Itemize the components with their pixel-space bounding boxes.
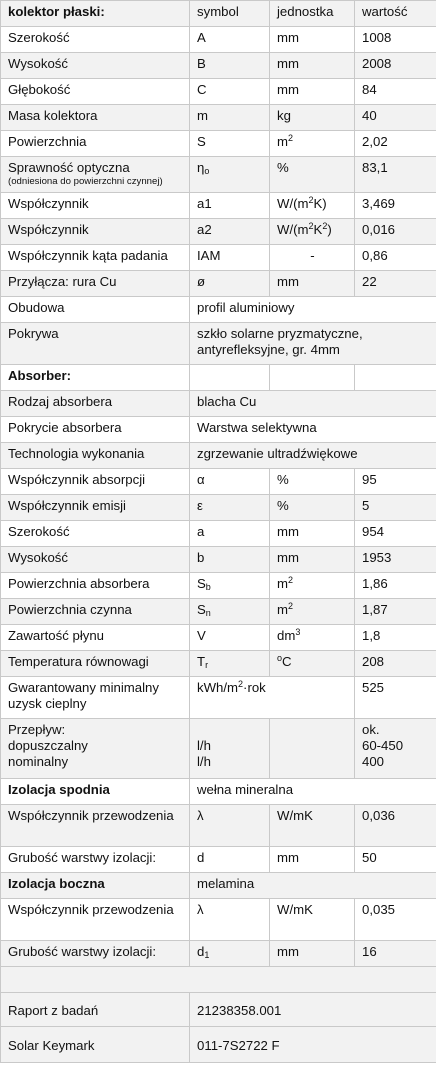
table-row: [1, 625, 436, 651]
table-row: [1, 193, 436, 219]
row-value: 16: [355, 941, 436, 967]
row-symbol: λ: [190, 899, 270, 941]
row-label: Współczynnik przewodzenia: [1, 899, 190, 941]
row-label: Gwarantowany minimalny uzysk cieplny: [1, 677, 190, 719]
row-unit: %: [270, 469, 355, 495]
table-row: [1, 417, 436, 443]
row-label: Grubość warstwy izolacji:: [1, 941, 190, 967]
row-value: 0,016: [355, 219, 436, 245]
row-value: 22: [355, 271, 436, 297]
row-label: Współczynnik absorpcji: [1, 469, 190, 495]
row-value: Warstwa selektywna: [190, 417, 436, 443]
row-value: 1,86: [355, 573, 436, 599]
row-value: 208: [355, 651, 436, 677]
table-row: [1, 1027, 436, 1063]
row-value: 95: [355, 469, 436, 495]
table-row: [1, 245, 436, 271]
table-row: [1, 131, 436, 157]
row-symbol: C: [190, 79, 270, 105]
row-unit: mm: [270, 941, 355, 967]
section-heading-row: [1, 873, 436, 899]
row-unit: $m^2$: [270, 573, 355, 599]
row-value: 83,1: [355, 157, 436, 193]
row-value: ok. 60-450 400: [355, 719, 436, 779]
row-label: Przyłącza: rura Cu: [1, 271, 190, 297]
row-unit: mm: [270, 79, 355, 105]
table-row: [1, 993, 436, 1027]
row-unit: $m^2$: [270, 599, 355, 625]
row-value: profil aluminiowy: [190, 297, 436, 323]
table-row: [1, 677, 436, 719]
row-unit: $^o$C: [270, 651, 355, 677]
row-value: 0,036: [355, 805, 436, 847]
row-unit: mm: [270, 521, 355, 547]
header-unit: jednostka: [270, 1, 355, 27]
row-value: 525: [355, 677, 436, 719]
table-row: [1, 719, 436, 779]
row-symbol: B: [190, 53, 270, 79]
header-name: kolektor płaski:: [1, 1, 190, 27]
row-value: blacha Cu: [190, 391, 436, 417]
row-label: Pokrywa: [1, 323, 190, 365]
row-symbol: $d_1$: [190, 941, 270, 967]
row-value: 954: [355, 521, 436, 547]
row-symbol: a: [190, 521, 270, 547]
row-label: Współczynnik kąta padania: [1, 245, 190, 271]
row-label: Powierzchnia absorbera: [1, 573, 190, 599]
row-value: 1,87: [355, 599, 436, 625]
row-symbol: $S_n$: [190, 599, 270, 625]
row-value: 1953: [355, 547, 436, 573]
table-row: [1, 651, 436, 677]
row-value: melamina: [190, 873, 436, 899]
row-note: (odniesiona do powierzchni czynnej): [8, 176, 163, 187]
row-value: 50: [355, 847, 436, 873]
row-symbol: IAM: [190, 245, 270, 271]
row-unit: mm: [270, 847, 355, 873]
table-row: [1, 79, 436, 105]
row-unit: $W/(m^2K)$: [270, 193, 355, 219]
row-symbol: $S_b$: [190, 573, 270, 599]
section-heading: Absorber:: [1, 365, 190, 391]
table-row: [1, 469, 436, 495]
table-row: [1, 941, 436, 967]
table-row: [1, 443, 436, 469]
row-value: 40: [355, 105, 436, 131]
row-value: 2,02: [355, 131, 436, 157]
header-value: wartość: [355, 1, 436, 27]
row-label: Technologia wykonania: [1, 443, 190, 469]
row-label: Wysokość: [1, 53, 190, 79]
row-value: zgrzewanie ultradźwiękowe: [190, 443, 436, 469]
row-symbol: a2: [190, 219, 270, 245]
row-value: 0,86: [355, 245, 436, 271]
row-label: Wysokość: [1, 547, 190, 573]
row-value: szkło solarne pryzmatyczne, antyrefleksyjne, gr. 4mm: [190, 323, 436, 365]
row-label: Współczynnik: [1, 219, 190, 245]
row-label: Szerokość: [1, 27, 190, 53]
row-unit: %: [270, 157, 355, 193]
row-label: Sprawność optyczna (odniesiona do powierzchni czynnej): [1, 157, 190, 193]
row-label: Współczynnik przewodzenia: [1, 805, 190, 847]
row-unit: mm: [270, 53, 355, 79]
row-label: Zawartość płynu: [1, 625, 190, 651]
row-symbol: d: [190, 847, 270, 873]
table-row: [1, 599, 436, 625]
table-row: [1, 573, 436, 599]
section-heading-row: [1, 365, 436, 391]
section-heading: Izolacja boczna: [1, 873, 190, 899]
row-unit: $m^2$: [270, 131, 355, 157]
row-label: Współczynnik: [1, 193, 190, 219]
row-label: Współczynnik emisji: [1, 495, 190, 521]
row-unit: kWh/$m^2\cdot rok$: [190, 677, 355, 719]
row-symbol: b: [190, 547, 270, 573]
row-value: 1,8: [355, 625, 436, 651]
row-label: Grubość warstwy izolacji:: [1, 847, 190, 873]
section-heading-row: [1, 779, 436, 805]
row-unit: %: [270, 495, 355, 521]
row-value: 1008: [355, 27, 436, 53]
row-symbol: a1: [190, 193, 270, 219]
table-row: [1, 547, 436, 573]
row-symbol: m: [190, 105, 270, 131]
row-unit: $W/(m^2K^2)$: [270, 219, 355, 245]
row-value: 84: [355, 79, 436, 105]
row-label: Obudowa: [1, 297, 190, 323]
spacer-row: [1, 967, 436, 993]
row-unit: $dm^3$: [270, 625, 355, 651]
row-symbol: ø: [190, 271, 270, 297]
row-unit: mm: [270, 271, 355, 297]
row-unit: W/mK: [270, 899, 355, 941]
table-row: [1, 27, 436, 53]
header-symbol: symbol: [190, 1, 270, 27]
row-symbol: $\eta_o$: [190, 157, 270, 193]
row-symbol: ε: [190, 495, 270, 521]
row-label: Solar Keymark: [1, 1027, 190, 1063]
row-unit: -: [270, 245, 355, 271]
row-label: Szerokość: [1, 521, 190, 547]
table-row: [1, 297, 436, 323]
row-symbol: S: [190, 131, 270, 157]
table-row: [1, 271, 436, 297]
table-row: [1, 53, 436, 79]
row-label: Pokrycie absorbera: [1, 417, 190, 443]
table-row: [1, 391, 436, 417]
row-label: Powierzchnia: [1, 131, 190, 157]
row-unit: mm: [270, 27, 355, 53]
row-value: 5: [355, 495, 436, 521]
table-row: [1, 105, 436, 131]
row-symbol: A: [190, 27, 270, 53]
table-row: [1, 495, 436, 521]
row-unit: W/mK: [270, 805, 355, 847]
row-unit: kg: [270, 105, 355, 131]
table-row: [1, 805, 436, 847]
row-symbol: α: [190, 469, 270, 495]
row-unit: l/h l/h: [190, 719, 270, 779]
row-label: Masa kolektora: [1, 105, 190, 131]
row-label: Przepływ: dopuszczalny nominalny: [1, 719, 190, 779]
row-label: Powierzchnia czynna: [1, 599, 190, 625]
table-header-row: [1, 1, 436, 27]
table-row: [1, 157, 436, 193]
row-value: 2008: [355, 53, 436, 79]
row-label: Temperatura równowagi: [1, 651, 190, 677]
row-value: 3,469: [355, 193, 436, 219]
row-label: Rodzaj absorbera: [1, 391, 190, 417]
table-row: [1, 323, 436, 365]
table-row: [1, 899, 436, 941]
row-label: Raport z badań: [1, 993, 190, 1027]
row-symbol: λ: [190, 805, 270, 847]
row-value: 011-7S2722 F: [190, 1027, 436, 1063]
table-row: [1, 521, 436, 547]
row-symbol: V: [190, 625, 270, 651]
table-row: [1, 847, 436, 873]
row-value: 0,035: [355, 899, 436, 941]
row-unit: mm: [270, 547, 355, 573]
row-symbol: $T_r$: [190, 651, 270, 677]
row-value: 21238358.001: [190, 993, 436, 1027]
section-heading: Izolacja spodnia: [1, 779, 190, 805]
row-value: wełna mineralna: [190, 779, 436, 805]
table-row: [1, 219, 436, 245]
row-label: Głębokość: [1, 79, 190, 105]
